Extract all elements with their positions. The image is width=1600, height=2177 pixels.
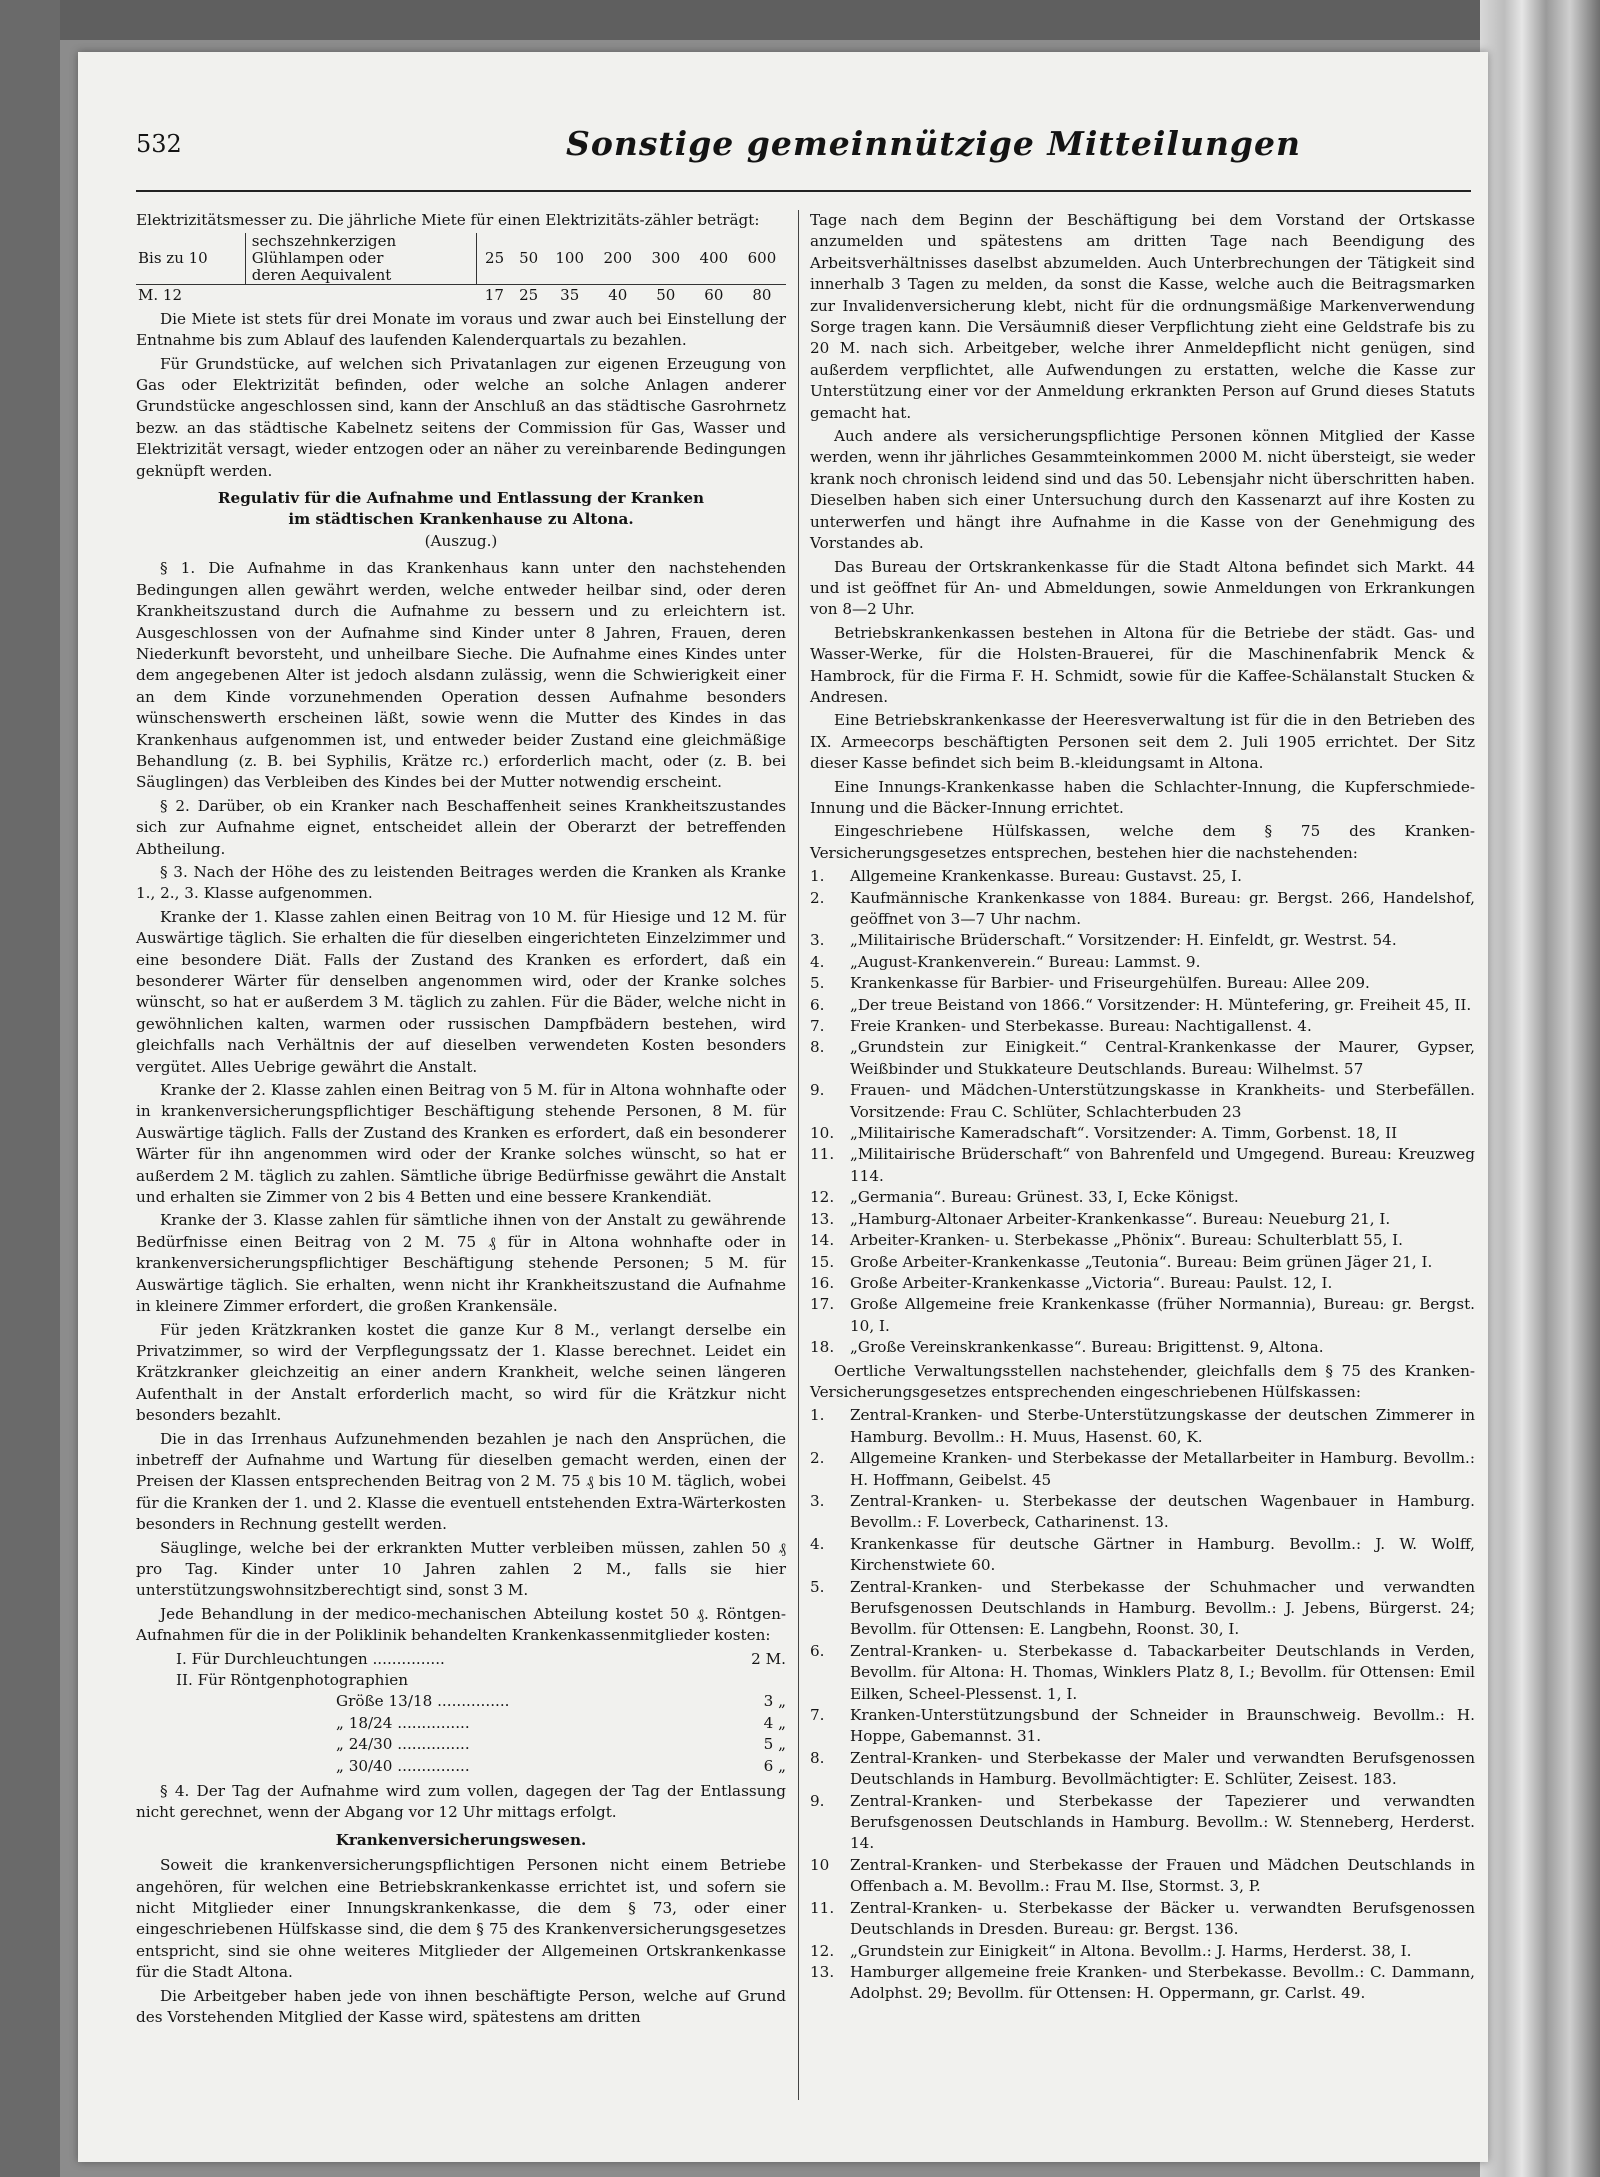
xray-label: „ 30/40 ............... bbox=[336, 1756, 470, 1775]
list-item bbox=[810, 1491, 1475, 1534]
list-item bbox=[810, 1577, 1475, 1641]
list-item-number: 16. bbox=[810, 1273, 835, 1292]
list-item-number: 9. bbox=[810, 1791, 825, 1810]
xray-label: „ 18/24 ............... bbox=[336, 1713, 470, 1732]
column-rule bbox=[798, 210, 799, 2100]
list-item bbox=[810, 888, 1475, 931]
list-item bbox=[810, 1209, 1475, 1230]
list-item bbox=[810, 1187, 1475, 1208]
section-4: § 4. Der Tag der Aufnahme wird zum vollen, dagegen der Tag der Entlassung nicht gerechnet, wenn der Abgang vor 12 Uhr mittags erfolgt. bbox=[136, 1782, 786, 1822]
list-item bbox=[810, 1448, 1475, 1491]
xray-label: „ 24/30 ............... bbox=[336, 1735, 470, 1754]
fee-value-cell: 80 bbox=[738, 285, 786, 307]
list-item bbox=[810, 952, 1475, 973]
fee-size-cell: 25 bbox=[485, 249, 505, 268]
list-item bbox=[810, 1080, 1475, 1123]
fee-size-cell: 50 bbox=[519, 249, 539, 268]
list-item bbox=[810, 973, 1475, 994]
list-item-number: 4. bbox=[810, 1534, 825, 1553]
list-item-number: 9. bbox=[810, 1081, 825, 1100]
list-item-text: Krankenkasse für Barbier- und Friseurgehülfen. Bureau: Allee 209. bbox=[850, 974, 1370, 993]
local-offices-list bbox=[810, 1405, 1475, 2004]
list-item-number: 2. bbox=[810, 888, 825, 907]
list-item-text: Kaufmännische Krankenkasse von 1884. Bureau: gr. Bergst. 266, Handelshof, geöffnet von 3—7 Uhr nachm. bbox=[850, 888, 1475, 928]
xray-label: Größe 13/18 ............... bbox=[336, 1692, 510, 1711]
list-item bbox=[810, 1123, 1475, 1144]
infants-paragraph: Säuglinge, welche bei der erkrankten Mutter verbleiben müssen, zahlen 50 ₰ pro Tag. Kinder unter 10 Jahren zahlen 2 M., falls sie hier unterstützungswohnsitzberechtigt sind, sonst 3 M. bbox=[136, 1538, 786, 1600]
class-1-paragraph: Kranke der 1. Klasse zahlen einen Beitrag von 10 M. für Hiesige und 12 M. für Auswärtige täglich. Sie erhalten die für dieselben eingerichteten Einzelzimmer und eine besondere Diät. Falls der Zustand des Kranken es erfordert, daß ein besonderer Wärter für denselben angenommen wird, oder der Kranke solches wünscht, so hat er außerdem 3 M. täglich zu zahlen. Für die Bäder, welche nicht in gewöhnlichen kalten, warmen oder russischen Dampfbädern bestehen, wird gleichfalls nach Verhältnis der auf dieselben verwendeten Kosten besonders vergütet. Alles Uebrige gewährt die Anstalt. bbox=[136, 907, 786, 1076]
fee-bis-label: Bis zu 10 bbox=[138, 249, 208, 268]
insurance-paragraph-2: Die Arbeitgeber haben jede von ihnen beschäftigte Person, welche auf Grund des Vorstehenden Mitglied der Kasse wird, spätestens am dritten bbox=[136, 1986, 786, 2027]
fee-size-cell: 100 bbox=[555, 249, 585, 268]
xray-row bbox=[176, 1670, 786, 1691]
list-item-text: „Militairische Brüderschaft“ von Bahrenfeld und Umgegend. Bureau: Kreuzweg 114. bbox=[850, 1145, 1475, 1185]
xray-value: 2 M. bbox=[751, 1649, 786, 1668]
section-2: § 2. Darüber, ob ein Kranker nach Beschaffenheit seines Krankheitszustandes sich zur Aufnahme eignet, entscheidet allein der Oberarzt der betreffenden Abtheilung. bbox=[136, 796, 786, 858]
list-item-text: „August-Krankenverein.“ Bureau: Lammst. 9. bbox=[850, 952, 1201, 971]
list-item-text: Hamburger allgemeine freie Kranken- und Sterbekasse. Bevollm.: C. Dammann, Adolphst. 29; Bevollm. für Ottensen: H. Oppermann, gr. Carlst. 49. bbox=[850, 1962, 1475, 2003]
list-item-text: Allgemeine Kranken- und Sterbekasse der Metallarbeiter in Hamburg. Bevollm.: H. Hoffmann, Geibelst. 45 bbox=[850, 1449, 1475, 1489]
list-item-text: „Germania“. Bureau: Grünest. 33, I, Ecke Königst. bbox=[850, 1188, 1239, 1207]
list-item-text: Frauen- und Mädchen-Unterstützungskasse in Krankheits- und Sterbefällen. Vorsitzende: Frau C. Schlüter, Schlachterbuden 23 bbox=[850, 1081, 1475, 1121]
right-column bbox=[810, 210, 1475, 2005]
list-item-number: 12. bbox=[810, 1941, 835, 1960]
list-item-text: Große Allgemeine freie Krankenkasse (früher Normannia), Bureau: gr. Bergst. 10, I. bbox=[850, 1295, 1475, 1335]
fee-value-cell: 50 bbox=[642, 285, 690, 307]
list-item-text: Kranken-Unterstützungsbund der Schneider in Braunschweig. Bevollm.: H. Hoppe, Gabemannst. 31. bbox=[850, 1706, 1475, 1746]
list-item bbox=[810, 1705, 1475, 1748]
list-item-number: 11. bbox=[810, 1145, 835, 1164]
list-item-number: 7. bbox=[810, 1017, 825, 1036]
fee-lamp-description bbox=[245, 233, 477, 285]
xray-value: 4 „ bbox=[763, 1713, 786, 1732]
page-header bbox=[136, 120, 1471, 192]
list-item-text: „Große Vereinskrankenkasse“. Bureau: Brigittenst. 9, Altona. bbox=[850, 1338, 1324, 1357]
list-item-number: 8. bbox=[810, 1748, 825, 1767]
list-item bbox=[810, 1941, 1475, 1962]
list-item-text: „Der treue Beistand von 1866.“ Vorsitzender: H. Müntefering, gr. Freiheit 45, II. bbox=[850, 995, 1472, 1014]
fee-value-cell: 40 bbox=[594, 285, 642, 307]
xray-value: 5 „ bbox=[763, 1735, 786, 1754]
xray-fee-list bbox=[136, 1649, 786, 1777]
list-item-text: „Hamburg-Altonaer Arbeiter-Krankenkasse“. Bureau: Neueburg 21, I. bbox=[850, 1209, 1391, 1228]
list-item-number: 6. bbox=[810, 995, 825, 1014]
list-item-number: 7. bbox=[810, 1706, 825, 1725]
list-item-text: „Militairische Brüderschaft.“ Vorsitzender: H. Einfeldt, gr. Westrst. 54. bbox=[850, 931, 1397, 950]
fee-size-cell: 600 bbox=[747, 249, 777, 268]
regulation-heading: Regulativ für die Aufnahme und Entlassung der Kranken bbox=[217, 489, 705, 508]
list-item-text: „Militairische Kameradschaft“. Vorsitzender: A. Timm, Gorbenst. 18, II bbox=[850, 1124, 1398, 1143]
xray-row bbox=[176, 1734, 786, 1755]
fee-value-cell: 17 bbox=[477, 285, 512, 307]
fee-value-cell: 60 bbox=[690, 285, 738, 307]
meter-fee-table bbox=[136, 233, 786, 306]
registered-funds-intro: Eingeschriebene Hülfskassen, welche dem § 75 des Kranken-Versicherungsgesetzes entsprechen, bestehen hier die nachstehenden: bbox=[810, 822, 1475, 862]
paragraph-rent: Die Miete ist stets für drei Monate im voraus und zwar auch bei Einstellung der Entnahme bis zum Ablauf des laufenden Kalenderquartals zu bezahlen. bbox=[136, 309, 786, 350]
list-item bbox=[810, 1791, 1475, 1855]
guild-fund-paragraph: Eine Innungs-Krankenkasse haben die Schlachter-Innung, die Kupferschmiede-Innung und die Bäcker-Innung errichtet. bbox=[810, 777, 1475, 817]
asylum-paragraph: Die in das Irrenhaus Aufzunehmenden bezahlen je nach den Ansprüchen, die inbetreff der Aufnahme und Wartung für dieselben gemacht werden, einen der Preisen der Klassen entsprechenden Beitrag von 2 M. 75 ₰ bis 10 M. täglich, wobei für die Kranken der 1. und 2. Klasse die eventuell entstehenden Extra-Wärterkosten besonders in Rechnung gestellt werden. bbox=[136, 1429, 786, 1534]
list-item-text: Zentral-Kranken- und Sterbekasse der Schuhmacher und verwandten Berufsgenossen Deutschlands in Hamburg. Bevollm.: J. Jebens, Bürgerst. 24; Bevollm. für Ottensen: E. Langbehn, Roonst. 30, I. bbox=[850, 1577, 1475, 1639]
regulation-excerpt-note: (Auszug.) bbox=[424, 531, 498, 550]
list-item-number: 2. bbox=[810, 1449, 825, 1468]
list-item-number: 8. bbox=[810, 1038, 825, 1057]
fee-unit-cell: M. 12 bbox=[136, 285, 477, 307]
list-item bbox=[810, 1898, 1475, 1941]
list-item-text: Zentral-Kranken- und Sterbekasse der Frauen und Mädchen Deutschlands in Offenbach a. M. Bevollm.: Frau M. Ilse, Stormst. 3, P. bbox=[850, 1855, 1475, 1896]
xray-value bbox=[726, 1670, 786, 1691]
list-item-number: 11. bbox=[810, 1898, 835, 1917]
list-item bbox=[810, 1016, 1475, 1037]
list-item bbox=[810, 1962, 1475, 2005]
list-item bbox=[810, 930, 1475, 951]
scan-border-left bbox=[0, 0, 60, 2177]
class-2-paragraph: Kranke der 2. Klasse zahlen einen Beitrag von 5 M. für in Altona wohnhafte oder in krankenversicherungspflichtiger Beschäftigung stehende Personen, 8 M. für Auswärtige täglich. Falls der Zustand des Kranken es erfordert, daß ein besonderer Wärter für ihn angenommen wird oder der Kranke solches wünscht, so hat er außerdem 2 M. täglich zu zahlen. Sämtliche übrige Bedürfnisse gewährt die Anstalt und erhalten sie Zimmer von 2 bis 4 Betten und eine bessere Krankendiät. bbox=[136, 1081, 786, 1207]
running-title: Sonstige gemeinnützige Mitteilungen bbox=[566, 124, 1301, 163]
section-1: § 1. Die Aufnahme in das Krankenhaus kann unter den nachstehenden Bedingungen allen gewährt werden, welche entweder heilbar sind, oder deren Krankheitszustand durch die Aufnahme zu bessern und zu erleichtern ist. Ausgeschlossen von der Aufnahme sind Kinder unter 8 Jahren, Frauen, deren Niederkunft bevorsteht, und unheilbare Sieche. Die Aufnahme eines Kindes unter dem angegebenen Alter ist jedoch alsdann zulässig, wenn die Schwierigkeit einer an dem Kinde vorzunehmenden Operation dessen Aufnahme besonders wünschenswerth erscheinen läßt, sowie wenn die Mutter des Kindes in das Krankenhaus aufgenommen ist, und entweder beider Zustand eine gleichmäßige Behandlung (z. B. bei Syphilis, Krätze rc.) erforderlich macht, oder (z. B. bei Säuglingen) das Verbleiben des Kindes bei der Mutter notwendig erscheint. bbox=[136, 559, 786, 792]
list-item-number: 10 bbox=[810, 1855, 830, 1874]
list-item bbox=[810, 1294, 1475, 1337]
list-item-number: 3. bbox=[810, 931, 825, 950]
page-number: 532 bbox=[136, 130, 182, 158]
list-item bbox=[810, 866, 1475, 887]
scan-border-top bbox=[0, 0, 1600, 40]
list-item-number: 13. bbox=[810, 1209, 835, 1228]
registered-funds-list bbox=[810, 866, 1475, 1358]
paragraph-private-plants: Für Grundstücke, auf welchen sich Privatanlagen zur eigenen Erzeugung von Gas oder Elektrizität befinden, oder welche an solche Anlagen anderer Grundstücke angeschlossen sind, kann der Anschluß an das städtische Gasrohrnetz bezw. an das städtische Kabelnetz seitens der Commission für Gas, Wasser und Elektrizität versagt, wieder entzogen oder an näher zu vereinbarende Bedingungen geknüpft werden. bbox=[136, 354, 786, 480]
list-item-text: Zentral-Kranken- u. Sterbekasse der deutschen Wagenbauer in Hamburg. Bevollm.: F. Loverbeck, Catharinenst. 13. bbox=[850, 1491, 1475, 1532]
list-item-text: Große Arbeiter-Krankenkasse „Teutonia“. Bureau: Beim grünen Jäger 21, I. bbox=[850, 1252, 1433, 1271]
list-item bbox=[810, 1230, 1475, 1251]
list-item bbox=[810, 1252, 1475, 1273]
list-item-text: Arbeiter-Kranken- u. Sterbekasse „Phönix“. Bureau: Schulterblatt 55, I. bbox=[850, 1231, 1403, 1250]
fee-size-cell: 200 bbox=[603, 249, 633, 268]
xray-row bbox=[176, 1756, 786, 1777]
list-item-number: 13. bbox=[810, 1962, 835, 1981]
list-item-text: Zentral-Kranken- und Sterbe-Unterstützungskasse der deutschen Zimmerer in Hamburg. Bevollm.: H. Muus, Hasenst. 60, K. bbox=[850, 1406, 1475, 1446]
list-item-text: Große Arbeiter-Krankenkasse „Victoria“. Bureau: Paulst. 12, I. bbox=[850, 1273, 1333, 1292]
class-3-paragraph: Kranke der 3. Klasse zahlen für sämtliche ihnen von der Anstalt zu gewährende Bedürfnisse einen Beitrag von 2 M. 75 ₰ für in Altona wohnhafte oder in krankenversicherungspflichtiger Beschäftigung stehende Personen; 5 M. für Auswärtige täglich. Sie erhalten, wenn nicht ihr Krankheitszustand die Aufnahme in kleinere Zimmer erfordert, die großen Krankensäle. bbox=[136, 1211, 786, 1316]
fee-size-cell: 300 bbox=[651, 249, 681, 268]
list-item-text: „Grundstein zur Einigkeit“ in Altona. Bevollm.: J. Harms, Herderst. 38, I. bbox=[850, 1941, 1412, 1960]
list-item-number: 6. bbox=[810, 1641, 825, 1660]
list-item-number: 5. bbox=[810, 1577, 825, 1596]
list-item bbox=[810, 1748, 1475, 1791]
list-item bbox=[810, 1037, 1475, 1080]
list-item-text: Zentral-Kranken- und Sterbekasse der Tapezierer und verwandten Berufsgenossen Deutschlands in Hamburg. Bevollm.: W. Stenneberg, Herderst. 14. bbox=[850, 1791, 1475, 1853]
list-item-number: 10. bbox=[810, 1124, 835, 1143]
list-item-text: Allgemeine Krankenkasse. Bureau: Gustavst. 25, I. bbox=[850, 867, 1242, 886]
list-item bbox=[810, 995, 1475, 1016]
voluntary-members-paragraph: Auch andere als versicherungspflichtige Personen können Mitglied der Kasse werden, wenn ihr jährliches Gesammteinkommen 2000 M. nicht übersteigt, sie weder krank noch chronisch leidend sind und das 50. Lebensjahr nicht überschritten haben. Dieselben haben sich einer Untersuchung durch den Kassenarzt auf ihre Kosten zu unterwerfen und hängt ihre Aufnahme in die Kasse von der Genehmigung des Vorstandes ab. bbox=[810, 427, 1475, 553]
xray-value: 3 „ bbox=[763, 1692, 786, 1711]
xray-value: 6 „ bbox=[763, 1756, 786, 1775]
list-item-number: 4. bbox=[810, 952, 825, 971]
local-offices-intro: Oertliche Verwaltungsstellen nachstehender, gleichfalls dem § 75 des Kranken-Versicherungsgesetzes entsprechenden eingeschriebenen Hülfskassen: bbox=[810, 1361, 1475, 1401]
xray-row bbox=[176, 1713, 786, 1734]
list-item-number: 5. bbox=[810, 974, 825, 993]
list-item-text: Freie Kranken- und Sterbekasse. Bureau: Nachtigallenst. 4. bbox=[850, 1017, 1312, 1036]
list-item-number: 17. bbox=[810, 1295, 835, 1314]
army-fund-paragraph: Eine Betriebskrankenkasse der Heeresverwaltung ist für die in den Betrieben des IX. Armeecorps beschäftigten Personen seit dem 2. Juli 1905 errichtet. Der Sitz dieser Kasse befindet sich beim B.-kleidungsamt in Altona. bbox=[810, 711, 1475, 773]
list-item-number: 12. bbox=[810, 1188, 835, 1207]
list-item-text: Krankenkasse für deutsche Gärtner in Hamburg. Bevollm.: J. W. Wolff, Kirchenstwiete 60. bbox=[850, 1534, 1475, 1575]
book-page-edges bbox=[1480, 0, 1600, 2177]
scabies-paragraph: Für jeden Krätzkranken kostet die ganze Kur 8 M., verlangt derselbe ein Privatzimmer, so wird der Verpflegungssatz der 1. Klasse berechnet. Leidet ein Krätzkranker gleichzeitig an einer andern Krankheit, welche seinen längeren Aufenthalt in der Anstalt erforderlich macht, so wird für die Krätzkur nicht besonders bezahlt. bbox=[136, 1320, 786, 1425]
list-item bbox=[810, 1144, 1475, 1187]
continuation-paragraph: Tage nach dem Beginn der Beschäftigung bei dem Vorstand der Ortskasse anzumelden und spätestens am dritten Tage nach Beendigung des Arbeitsverhältnisses daselbst abzumelden. Auch Unterbrechungen der Tätigkeit sind innerhalb 3 Tagen zu melden, da sonst die Kasse, welche auch die Beitragsmarken zur Invalidenversicherung klebt, nicht für die ordnungsmäßige Markenverwendung Sorge tragen kann. Die Versäumniß dieser Verpflichtung zieht eine Geldstrafe bis zu 20 M. nach sich. Arbeitgeber, welche ihrer Anmeldepflicht nicht genügen, sind außerdem verpflichtet, alle Aufwendungen zu erstatten, welche die Kasse zur Unterstützung einer vor der Anmeldung erkrankten Person auf Grund dieses Statuts gemacht hat. bbox=[810, 211, 1475, 422]
fee-value-cell: 35 bbox=[546, 285, 594, 307]
list-item bbox=[810, 1273, 1475, 1294]
fee-desc-line: deren Aequivalent bbox=[251, 266, 392, 285]
xray-label: I. Für Durchleuchtungen ............... bbox=[176, 1649, 445, 1668]
regulation-heading-line-2: im städtischen Krankenhause zu Altona. bbox=[288, 510, 634, 529]
fee-desc-line: Glühlampen oder bbox=[251, 249, 384, 268]
meter-intro: Elektrizitätsmesser zu. Die jährliche Miete für einen Elektrizitäts-zähler beträgt: bbox=[136, 211, 760, 229]
treatment-paragraph: Jede Behandlung in der medico-mechanischen Abteilung kostet 50 ₰. Röntgen-Aufnahmen für die in der Poliklinik behandelten Krankenkassenmitglieder kosten: bbox=[136, 1604, 786, 1645]
insurance-heading: Krankenversicherungswesen. bbox=[335, 1830, 587, 1849]
xray-row bbox=[176, 1649, 786, 1670]
list-item-number: 1. bbox=[810, 1406, 825, 1425]
document-page bbox=[78, 52, 1488, 2162]
fee-value-cell: 25 bbox=[512, 285, 546, 307]
list-item-text: Zentral-Kranken- u. Sterbekasse d. Tabackarbeiter Deutschlands in Verden, Bevollm. für Altona: H. Thomas, Winklers Platz 8, I.; Bevollm. für Ottensen: Emil Eilken, Scheel-Plessenst. 1, I. bbox=[850, 1641, 1475, 1703]
list-item bbox=[810, 1641, 1475, 1705]
list-item-text: Zentral-Kranken- und Sterbekasse der Maler und verwandten Berufsgenossen Deutschlands in Hamburg. Bevollmächtigter: E. Schlüter, Zeisest. 183. bbox=[850, 1748, 1475, 1789]
list-item bbox=[810, 1337, 1475, 1358]
list-item-number: 15. bbox=[810, 1252, 835, 1271]
left-column bbox=[136, 210, 786, 2031]
list-item-text: Zentral-Kranken- u. Sterbekasse der Bäcker u. verwandten Berufsgenossen Deutschlands in Dresden. Bureau: gr. Bergst. 136. bbox=[850, 1898, 1475, 1939]
list-item bbox=[810, 1405, 1475, 1448]
fee-desc-line: sechszehnkerzigen bbox=[251, 232, 397, 251]
section-3: § 3. Nach der Höhe des zu leistenden Beitrages werden die Kranken als Kranke 1., 2., 3. Klasse aufgenommen. bbox=[136, 862, 786, 903]
list-item-number: 1. bbox=[810, 867, 825, 886]
list-item-text: „Grundstein zur Einigkeit.“ Central-Krankenkasse der Maurer, Gypser, Weißbinder und Stukkateure Deutschlands. Bureau: Wilhelmst. 57 bbox=[850, 1038, 1475, 1078]
bureau-paragraph: Das Bureau der Ortskrankenkasse für die Stadt Altona befindet sich Markt. 44 und ist geöffnet für An- und Abmeldungen, sowie Anmeldungen von Erkrankungen von 8—2 Uhr. bbox=[810, 557, 1475, 619]
list-item bbox=[810, 1855, 1475, 1898]
xray-row bbox=[176, 1691, 786, 1712]
list-item-number: 14. bbox=[810, 1231, 835, 1250]
fee-size-cell: 400 bbox=[699, 249, 729, 268]
company-funds-paragraph: Betriebskrankenkassen bestehen in Altona für die Betriebe der städt. Gas- und Wasser-Werke, für die Holsten-Brauerei, für die Maschinenfabrik Menck & Hambrock, für die Firma F. H. Schmidt, sowie für die Kaffee-Schälanstalt Stucken & Andresen. bbox=[810, 623, 1475, 706]
list-item-number: 3. bbox=[810, 1491, 825, 1510]
list-item-number: 18. bbox=[810, 1338, 835, 1357]
xray-label: II. Für Röntgenphotographien bbox=[176, 1671, 409, 1689]
insurance-paragraph-1: Soweit die krankenversicherungspflichtigen Personen nicht einem Betriebe angehören, für welchen eine Betriebskrankenkasse errichtet ist, und sofern sie nicht Mitglieder einer Innungskrankenkasse, die dem § 73, oder einer eingeschriebenen Hülfskasse sind, die dem § 75 des Krankenversicherungsgesetzes entspricht, sind sie ohne weiteres Mitglieder der Allgemeinen Ortskrankenkasse für die Stadt Altona. bbox=[136, 1856, 786, 1982]
list-item bbox=[810, 1534, 1475, 1577]
